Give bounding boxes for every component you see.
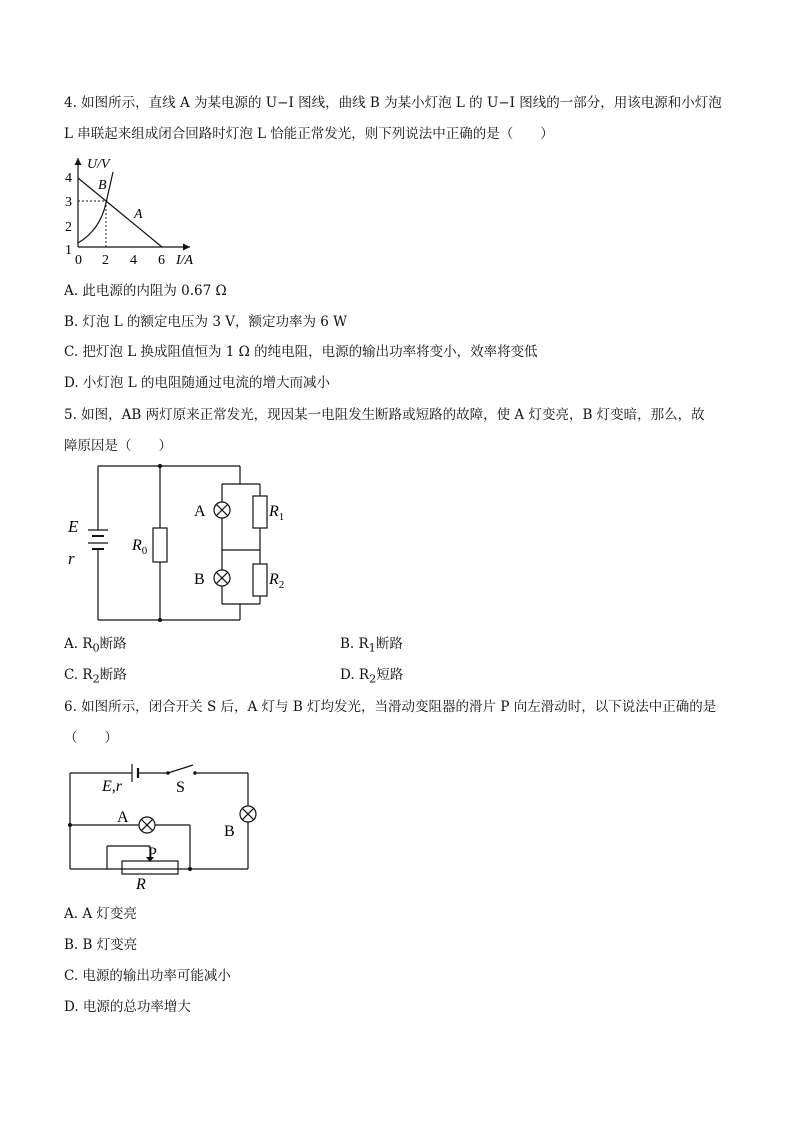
- label-A: A: [134, 207, 143, 222]
- label-r: r: [68, 549, 75, 568]
- q4-stem-line1: 4. 如图所示，直线 A 为某电源的 U−I 图线，曲线 B 为某小灯泡 L 的 U−I 图线的一部分，用该电源和小灯泡: [64, 95, 722, 111]
- x-tick-2: 2: [102, 253, 109, 268]
- y-tick-1: 1: [65, 243, 72, 258]
- q4-ui-graph: [60, 150, 210, 268]
- label-R1: $R_1$: [269, 503, 285, 523]
- label-lamp-B: B: [224, 823, 235, 840]
- q5-circuit: [60, 458, 300, 628]
- lamp-B-icon: [214, 570, 230, 586]
- x-tick-0: 0: [75, 253, 82, 268]
- q5-stem-line2: 障原因是（ ）: [64, 438, 172, 454]
- y-tick-2: 2: [65, 220, 72, 235]
- label-R0: $R_0$: [132, 537, 148, 557]
- label-Er: E,r: [102, 778, 122, 795]
- q4-option-a: A. 此电源的内阻为 0.67 Ω: [64, 283, 227, 299]
- x-tick-4: 4: [130, 253, 137, 268]
- q4-option-b: B. 灯泡 L 的额定电压为 3 V，额定功率为 6 W: [64, 314, 348, 330]
- q6-stem-line1: 6. 如图所示，闭合开关 S 后，A 灯与 B 灯均发光，当滑动变阻器的滑片 P 向左滑动时，以下说法中正确的是: [64, 699, 717, 715]
- q5-option-a: A. $R_0$断路: [64, 636, 127, 655]
- q4-option-d: D. 小灯泡 L 的电阻随通过电流的增大而减小: [64, 375, 330, 391]
- label-E: E: [68, 517, 79, 536]
- label-P: P: [148, 845, 157, 862]
- q6-option-c: C. 电源的输出功率可能减小: [64, 968, 231, 984]
- label-S: S: [176, 779, 185, 796]
- q5-option-c: C. $R_2$断路: [64, 667, 127, 686]
- lamp-A-icon: [214, 502, 230, 518]
- q4-stem-line2: L 串联起来组成闭合回路时灯泡 L 恰能正常发光，则下列说法中正确的是（ ）: [64, 126, 554, 142]
- q5-option-d: D. $R_2$短路: [340, 667, 404, 686]
- y-axis-label: U/V: [87, 157, 110, 172]
- q5-option-b: B. $R_1$断路: [340, 636, 403, 655]
- x-axis-label: I/A: [176, 253, 194, 268]
- label-lamp-B: B: [194, 571, 205, 588]
- label-lamp-A: A: [194, 503, 206, 520]
- lamp-B-icon: [240, 806, 256, 822]
- q6-circuit: [60, 760, 270, 895]
- q5-stem-line1: 5. 如图，AB 两灯原来正常发光，现因某一电阻发生断路或短路的故障，使 A 灯变亮，B 灯变暗，那么，故: [64, 407, 705, 423]
- label-R: R: [136, 876, 146, 893]
- q6-option-a: A. A 灯变亮: [64, 906, 137, 922]
- label-lamp-A: A: [117, 809, 129, 826]
- q6-option-b: B. B 灯变亮: [64, 937, 138, 953]
- q4-option-c: C. 把灯泡 L 换成阻值恒为 1 Ω 的纯电阻，电源的输出功率将变小，效率将变低: [64, 344, 538, 360]
- label-R2: $R_2$: [269, 571, 285, 591]
- y-tick-4: 4: [65, 171, 72, 186]
- line-A: [78, 178, 162, 247]
- q6-stem-line2: （ ）: [64, 730, 118, 746]
- lamp-A-icon: [139, 817, 155, 833]
- y-tick-3: 3: [65, 195, 72, 210]
- label-B: B: [98, 178, 107, 193]
- q6-option-d: D. 电源的总功率增大: [64, 999, 191, 1015]
- x-tick-6: 6: [158, 253, 165, 268]
